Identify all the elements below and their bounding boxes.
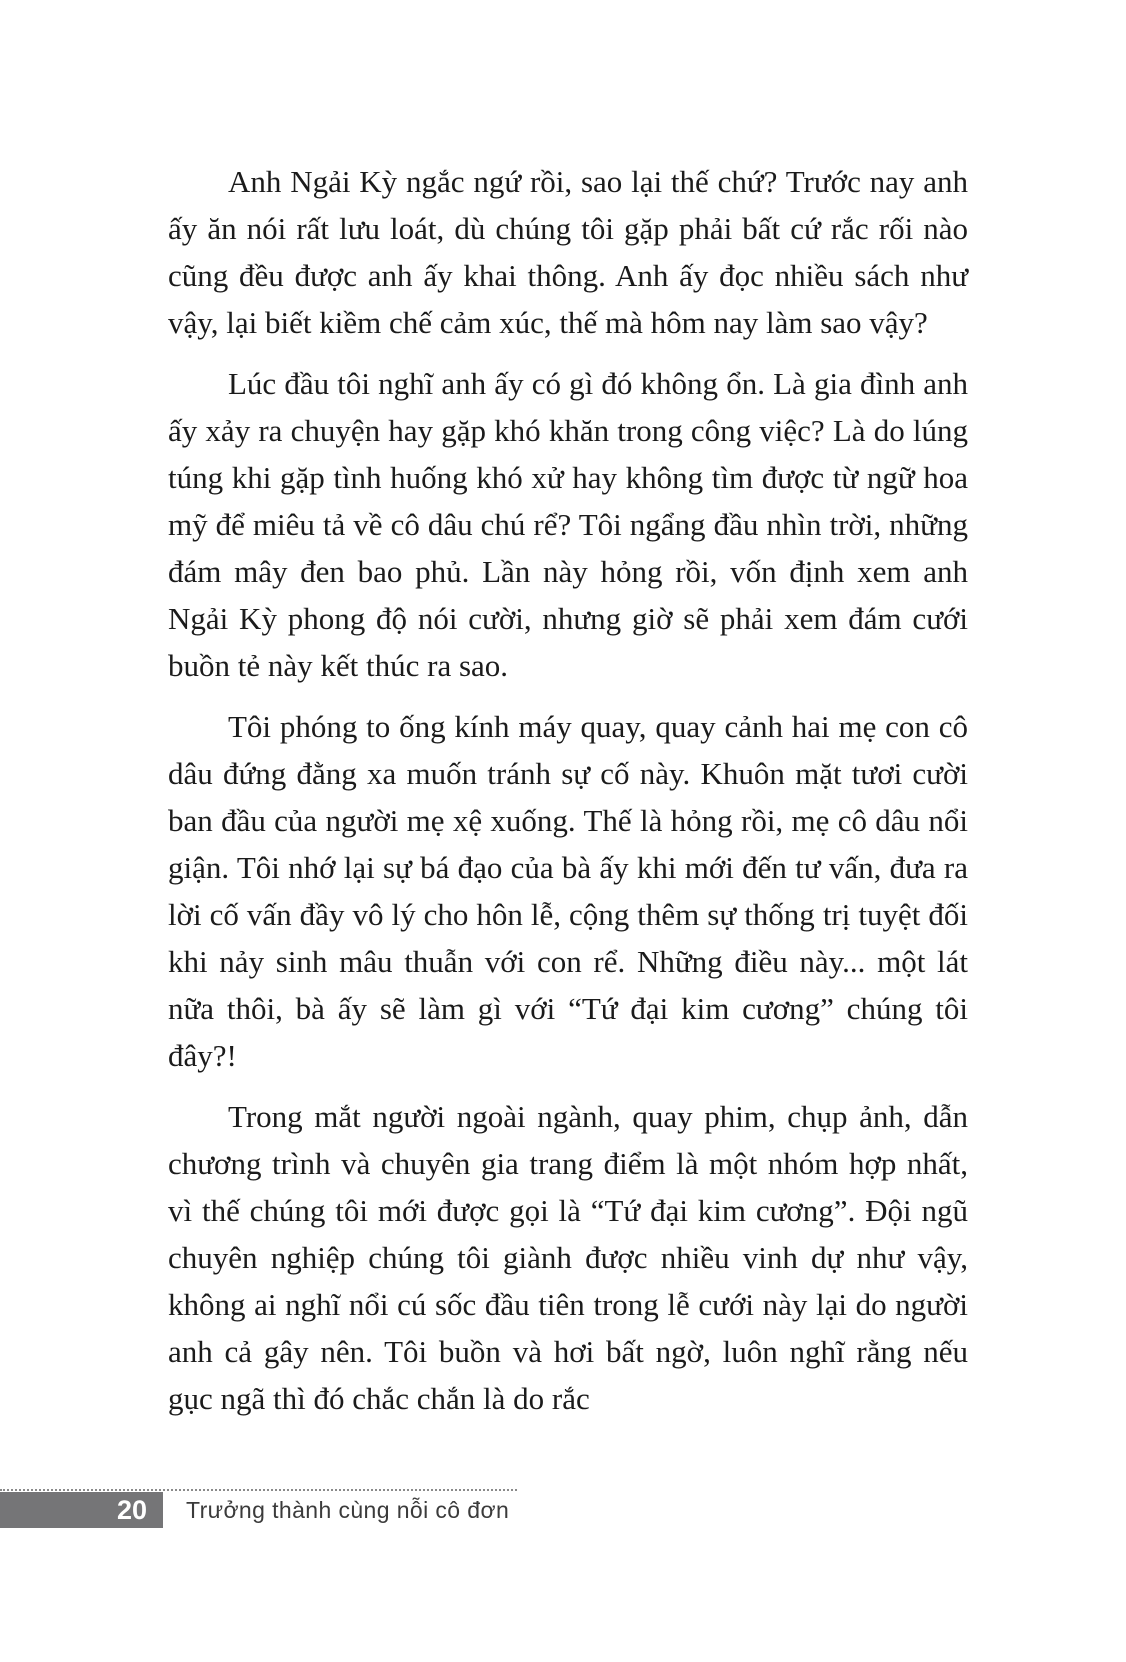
page-body-text (168, 158, 968, 1436)
page-footer (0, 1489, 1126, 1529)
paragraph: Anh Ngải Kỳ ngắc ngứ rồi, sao lại thế chứ? Trước nay anh ấy ăn nói rất lưu loát, dù chúng tôi gặp phải bất cứ rắc rối nào cũng đều được anh ấy khai thông. Anh ấy đọc nhiều sách như vậy, lại biết kiềm chế cảm xúc, thế mà hôm nay làm sao vậy? (168, 164, 968, 340)
footer-book-title: Trưởng thành cùng nỗi cô đơn (186, 1496, 510, 1523)
page-number-badge (0, 1492, 163, 1528)
footer-dotted-line (0, 1489, 517, 1491)
paragraph: Trong mắt người ngoài ngành, quay phim, chụp ảnh, dẫn chương trình và chuyên gia trang điểm là một nhóm hợp nhất, vì thế chúng tôi mới được gọi là “Tứ đại kim cương”. Đội ngũ chuyên nghiệp chúng tôi giành được nhiều vinh dự như vậy, không ai nghĩ nổi cú sốc đầu tiên trong lễ cưới này lại do người anh cả gây nên. Tôi buồn và hơi bất ngờ, luôn nghĩ rằng nếu gục ngã thì đó chắc chắn là do rắc (168, 1099, 968, 1416)
paragraph: Tôi phóng to ống kính máy quay, quay cảnh hai mẹ con cô dâu đứng đằng xa muốn tránh sự cố này. Khuôn mặt tươi cười ban đầu của người mẹ xệ xuống. Thế là hỏng rồi, mẹ cô dâu nổi giận. Tôi nhớ lại sự bá đạo của bà ấy khi mới đến tư vấn, đưa ra lời cố vấn đầy vô lý cho hôn lễ, cộng thêm sự thống trị tuyệt đối khi nảy sinh mâu thuẫn với con rể. Những điều này... một lát nữa thôi, bà ấy sẽ làm gì với “Tứ đại kim cương” chúng tôi đây?! (168, 709, 968, 1073)
page-number: 20 (116, 1494, 147, 1525)
paragraph: Lúc đầu tôi nghĩ anh ấy có gì đó không ổn. Là gia đình anh ấy xảy ra chuyện hay gặp khó khăn trong công việc? Là do lúng túng khi gặp tình huống khó xử hay không tìm được từ ngữ hoa mỹ để miêu tả về cô dâu chú rể? Tôi ngẩng đầu nhìn trời, những đám mây đen bao phủ. Lần này hỏng rồi, vốn định xem anh Ngải Kỳ phong độ nói cười, nhưng giờ sẽ phải xem đám cưới buồn tẻ này kết thúc ra sao. (168, 366, 968, 683)
